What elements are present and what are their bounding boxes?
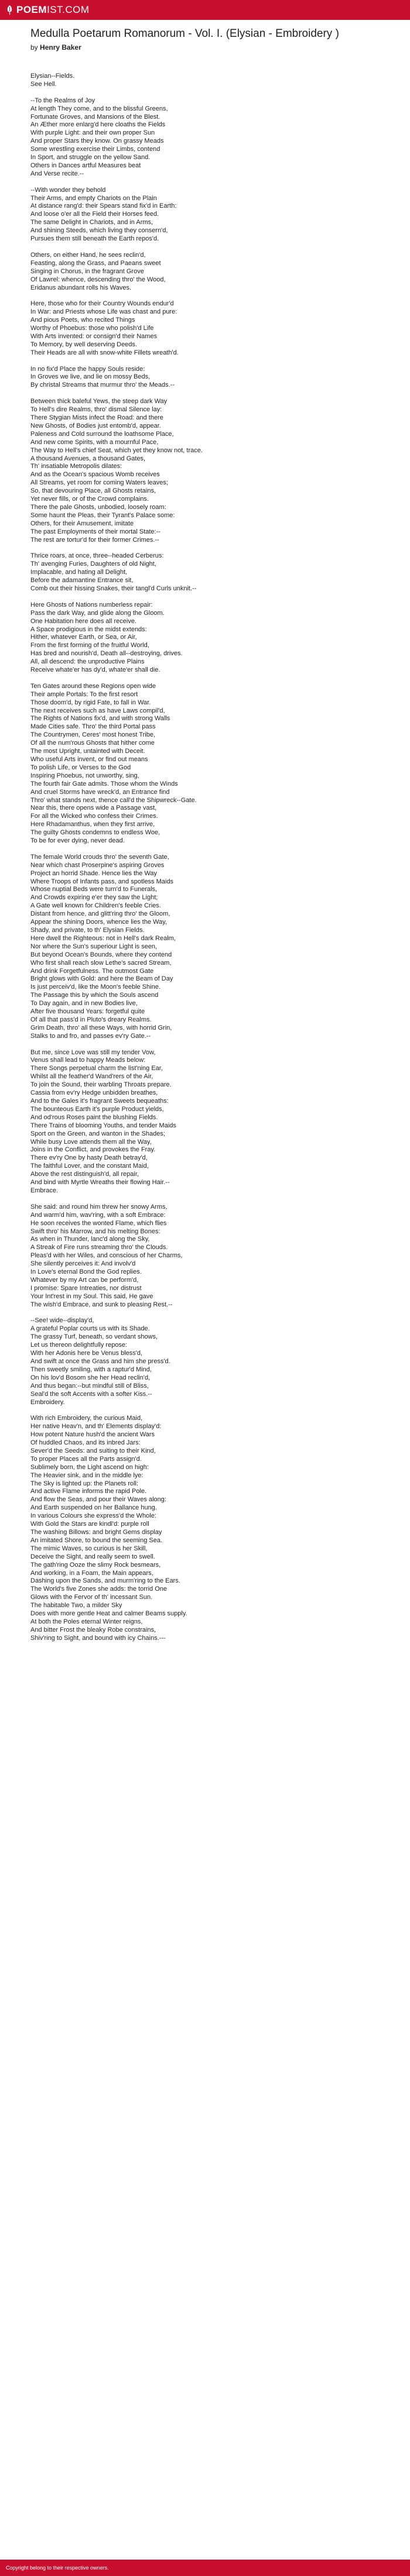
poem-line: Distant from hence, and glitt'ring thro' the Gloom, xyxy=(30,910,170,918)
poem-line: Thro' what stands next, thence call'd the Shipwreck--Gate. xyxy=(30,796,197,804)
poem-line: Where Troops of Infants pass, and spotless Maids xyxy=(30,878,173,885)
poem-line: Near this, there opens wide a Passage vast, xyxy=(30,804,157,812)
poem-stanza xyxy=(30,73,380,89)
poem-line: So, that devouring Place, all Ghosts retains, xyxy=(30,487,156,495)
poem-line: Thrice roars, at once, three--headed Cerberus: xyxy=(30,552,164,560)
quill-pen-icon xyxy=(6,5,13,15)
poem-line: The habitable Two, a milder Sky xyxy=(30,1602,122,1609)
poem-line: Implacable, and hating all Delight, xyxy=(30,569,128,576)
poem-stanza xyxy=(30,854,380,1041)
poem-stanza xyxy=(30,1415,380,1642)
poem-line: Near which chast Proserpine's aspiring Groves xyxy=(30,861,165,869)
poem-line: Of Lawrel: whence, descending thro' the Wood, xyxy=(30,276,166,283)
poem-line: In Groves we live, and lie on mossy Beds, xyxy=(30,373,151,381)
poem-line: From the first forming of the fruitful World, xyxy=(30,642,149,649)
poem-line: Seal'd the soft Accents with a softer Kiss.-- xyxy=(30,1390,152,1398)
site-footer xyxy=(0,2560,410,2576)
poem-line: And drink Forgetfulness. The outmost Gate xyxy=(30,967,154,975)
poem-line: Sport on the Green, and wanton in the Shades; xyxy=(30,1130,165,1137)
poem-line: For all the Wicked who confess their Crimes. xyxy=(30,813,158,820)
poem-line: The Rights of Nations fix'd, and with strong Walls xyxy=(30,715,170,723)
poem-line: But beyond Ocean's Bounds, where they contend xyxy=(30,951,172,958)
poem-line: Shiv'ring to Sight, and bound with icy Chains.--- xyxy=(30,1634,166,1642)
poem-line: A thousand Avenues, a thousand Gates, xyxy=(30,455,146,462)
poem-line: Whilst all the feather'd Wand'rers of the Air, xyxy=(30,1073,153,1081)
logo-text-bold: POEM xyxy=(16,4,47,15)
poem-line: Feasting, along the Grass, and Paeans sweet xyxy=(30,259,161,267)
poem-line: Pleas'd with her Wiles, and conscious of her Charms, xyxy=(30,1252,183,1260)
poem-line: Embrace. xyxy=(30,1186,59,1194)
poem-line: And Crowds expiring e'er they saw the Light; xyxy=(30,894,158,902)
poem-line: And bind with Myrtle Wreaths their flowing Hair.-- xyxy=(30,1179,170,1186)
poem-line: Their Heads are all with snow-white Fillets wreath'd. xyxy=(30,349,179,356)
poem-line: In Love's eternal Bond the God replies. xyxy=(30,1268,142,1276)
poem-line: Your Int'rest in my Soul. This said, He gave xyxy=(30,1292,153,1300)
poem-line: Ten Gates around these Regions open wide xyxy=(30,682,156,690)
poem-line: Pursues them still beneath the Earth repos'd. xyxy=(30,235,159,243)
poem-line: The faithful Lover, and the constant Maid, xyxy=(30,1163,149,1170)
poem-line: Comb out their hissing Snakes, their tangl'd Curls unknit.-- xyxy=(30,584,197,592)
poem-line: Sever'd the Seeds: and suiting to their Kind, xyxy=(30,1447,156,1454)
poem-line: To proper Places all the Parts assign'd. xyxy=(30,1455,142,1463)
poem-line: All Streams, yet room for coming Waters leaves; xyxy=(30,479,168,487)
poem-line: A Streak of Fire runs streaming thro' the Clouds. xyxy=(30,1244,168,1251)
poem-line: Of huddled Chaos, and its inbred Jars: xyxy=(30,1439,141,1447)
poem-line: In various Colours she express'd the Whole: xyxy=(30,1512,156,1520)
poem-line: Joins in the Conflict, and provokes the Fray. xyxy=(30,1146,156,1154)
author-link[interactable]: Henry Baker xyxy=(40,43,81,51)
poem-line: Let us thereon delightfully repose: xyxy=(30,1342,128,1349)
poem-line: At distance rang'd: their Spears stand fix'd in Earth: xyxy=(30,202,177,210)
poem-line: Hither, whatever Earth, or Sea, or Air, xyxy=(30,634,137,641)
poem-line: A Space prodigious in the midst extends: xyxy=(30,625,147,633)
poem-line: In no fix'd Place the happy Souls reside: xyxy=(30,365,145,373)
poem-line: Does with more gentle Heat and calmer Beams supply. xyxy=(30,1610,187,1618)
poem-line: The past Employments of their mortal State:-- xyxy=(30,528,160,535)
poem-line: Fortunate Groves, and Mansions of the Blest. xyxy=(30,113,160,121)
poem-line: And swift at once the Grass and him she press'd. xyxy=(30,1357,170,1365)
poem-line: The Heavier sink, and in the middle lye: xyxy=(30,1471,144,1479)
poem-line: And thus began:--but mindful still of Bliss, xyxy=(30,1382,149,1390)
poem-line: The next receives such as have Laws compil'd, xyxy=(30,707,165,714)
poem-line: Some wrestling exercise their Limbs, contend xyxy=(30,146,160,153)
poem-line: And cruel Storms have wreck'd, an Entrance find xyxy=(30,788,170,796)
poem-line: And new come Spirits, with a mournful Pace, xyxy=(30,438,159,446)
poem-line: Receive whate'er has dy'd, whate'er shall die. xyxy=(30,666,160,674)
poem-line: Sublimely born, the Light ascend on high: xyxy=(30,1463,149,1471)
poem-line: Appear the shining Doors, whence lies the Way, xyxy=(30,919,167,926)
poem-line: With Gold the Stars are kindl'd: purple roll xyxy=(30,1521,149,1528)
poem-line: As when in Thunder, lanc'd along the Sky, xyxy=(30,1236,150,1243)
poem-line: Others, for their Amusement, imitate xyxy=(30,520,134,527)
poem-line: I promise: Spare Intreaties, nor distrust xyxy=(30,1284,142,1292)
poem-line: In War: and Priests whose Life was chast and pure: xyxy=(30,308,177,316)
poem-line: There Songs perpetual charm the list'ning Ear, xyxy=(30,1065,163,1072)
poem-line: Singing in Chorus, in the fragrant Grove xyxy=(30,267,144,275)
poem-line: And loose o'er all the Field their Horses feed. xyxy=(30,211,159,218)
poem-line: --With wonder they behold xyxy=(30,186,106,194)
byline-prefix: by xyxy=(30,43,38,51)
poem-stanza xyxy=(30,1049,380,1195)
poem-line: One Habitation here does all receive. xyxy=(30,617,136,625)
poem-line: With her Adonis here be Venus bless'd, xyxy=(30,1350,143,1357)
poem-line: Pass the dark Way, and glide along the Gloom. xyxy=(30,609,165,617)
poem-line: With rich Embroidery, the curious Maid, xyxy=(30,1415,143,1422)
poem-line: The mimic Waves, so curious is her Skill, xyxy=(30,1545,148,1552)
copyright-text: Copyright belong to their respective owners. xyxy=(6,2565,109,2571)
poem-line: Venus shall lead to happy Meads below: xyxy=(30,1057,146,1064)
poem-line: Their Arms, and empty Chariots on the Plain xyxy=(30,194,157,202)
poem-stanza xyxy=(30,552,380,593)
poem-line: Deceive the Sight, and really seem to swell. xyxy=(30,1553,155,1560)
poem-line: After five thousand Years: forgetful quite xyxy=(30,1008,145,1016)
poem-line: And Verse recite.-- xyxy=(30,170,84,177)
poem-stanza xyxy=(30,683,380,845)
poem-line: Elysian--Fields. xyxy=(30,73,75,80)
poem-line: Between thick baleful Yews, the steep dark Way xyxy=(30,398,168,405)
poem-line: Grim Death, thro' all these Ways, with horrid Grin, xyxy=(30,1024,172,1031)
poem-line: There Trains of blooming Youths, and tender Maids xyxy=(30,1122,176,1129)
poem-line: He soon receives the wonted Flame, which flies xyxy=(30,1219,167,1227)
poem-line: Stalks to and fro, and passes ev'ry Gate.-- xyxy=(30,1032,151,1040)
poem-line: Their ample Portals: To the first resort xyxy=(30,690,138,698)
poem-line: There Stygian Mists infect the Road: and there xyxy=(30,414,163,421)
poem-line: Worthy of Phoebus: those who polish'd Life xyxy=(30,325,154,332)
poem-content xyxy=(0,20,410,1643)
poem-line: And od'rous Roses paint the blushing Fields. xyxy=(30,1113,158,1121)
poem-line: Paleness and Cold surround the loathsome Place, xyxy=(30,430,174,438)
poem-line: At length They come, and to the blissful Greens, xyxy=(30,105,168,112)
poem-line: Nor where the Sun's superiour Light is seen, xyxy=(30,943,158,950)
poem-line: Shady, and private, to th' Elysian Fields. xyxy=(30,927,145,934)
poem-line: Is just perceiv'd, like the Moon's feeble Shine. xyxy=(30,983,160,991)
poem-line: Whatever by my Art can be perform'd, xyxy=(30,1276,139,1284)
poem-line: And flow the Seas, and pour their Waves along: xyxy=(30,1496,166,1504)
poem-line: Th' insatiable Metropolis dilates: xyxy=(30,463,122,470)
poem-line: Here Rhadamanthus, when they first arrive, xyxy=(30,821,155,828)
poem-line: Others in Dances artful Measures beat xyxy=(30,161,141,169)
poem-stanza xyxy=(30,601,380,675)
poem-line: And as the Ocean's spacious Womb receives xyxy=(30,471,160,479)
poem-stanza xyxy=(30,97,380,178)
poem-line: Inspiring Phoebus, not unworthy, sing, xyxy=(30,772,139,779)
poem-line: Those doom'd, by rigid Fate, to fall in War. xyxy=(30,699,151,706)
poem-line: But me, since Love was still my tender Vow, xyxy=(30,1048,156,1056)
logo-text-light: IST.COM xyxy=(47,4,90,15)
poem-line: Swift thro' his Marrow, and his melting Bones: xyxy=(30,1227,160,1235)
poem-line: And proper Stars they know. On grassy Meads xyxy=(30,137,164,145)
poem-line: The Passage this by which the Souls ascend xyxy=(30,992,159,999)
poem-line: On his lov'd Bosom she her Head reclin'd, xyxy=(30,1374,151,1381)
poem-byline xyxy=(30,43,380,51)
poem-line: At both the Poles eternal Winter reigns, xyxy=(30,1618,143,1625)
poem-line: Others, on either Hand, he sees reclin'd, xyxy=(30,251,146,259)
poem-line: --To the Realms of Joy xyxy=(30,97,95,104)
poem-line: And Earth suspended on her Ballance hung. xyxy=(30,1504,157,1512)
poem-line: And warm'd him, wav'ring, with a soft Embrace: xyxy=(30,1211,166,1219)
poem-title: Medulla Poetarum Romanorum - Vol. I. (Elysian - Embroidery ) xyxy=(30,27,339,40)
poem-line: There ev'ry One by hasty Death betray'd, xyxy=(30,1154,148,1162)
poem-line: All, all descend: the unproductive Plains xyxy=(30,658,145,666)
poem-line: She silently perceives it: And involv'd xyxy=(30,1260,136,1268)
poem-line: And to the Gales it's fragrant Sweets bequeaths: xyxy=(30,1098,169,1105)
poem-line: Above the rest distinguish'd, all repair, xyxy=(30,1171,139,1178)
poem-line: Dashing upon the Sands, and murm'ring to the Ears. xyxy=(30,1577,180,1585)
poem-line: The Way to Hell's chief Seat, which yet they know not, trace. xyxy=(30,446,203,454)
poem-line: To Hell's dire Realms, thro' dismal Silence lay: xyxy=(30,406,162,414)
site-logo[interactable] xyxy=(6,4,90,16)
poem-line: With Arts invented: or consign'd their Names xyxy=(30,332,158,340)
poem-line: Yet never fills, or of the Crowd complains. xyxy=(30,496,149,503)
poem-line: Who first shall reach slow Lethe's sacred Stream, xyxy=(30,959,172,967)
poem-line: A Gate well known for Children's feeble Cries. xyxy=(30,902,161,910)
poem-line: Glows with the Fervor of th' incessant Sun. xyxy=(30,1594,153,1601)
poem-line: The wish'd Embrace, and sunk to pleasing Rest.-- xyxy=(30,1301,173,1308)
poem-line: Of all that pass'd in Pluto's dreary Realms. xyxy=(30,1016,152,1023)
poem-line: While busy Love attends them all the Way, xyxy=(30,1138,152,1146)
poem-line: By christal Streams that murmur thro' the Meads.-- xyxy=(30,381,175,389)
poem-line: Here Ghosts of Nations numberless repair: xyxy=(30,601,153,608)
poem-line: Here, those who for their Country Wounds endur'd xyxy=(30,300,174,308)
poem-line: The Countrymen, Ceres' most honest Tribe, xyxy=(30,731,156,739)
poem-stanza xyxy=(30,252,380,293)
poem-line: To Memory, by well deserving Deeds. xyxy=(30,341,137,348)
poem-line: To be for ever dying, never dead. xyxy=(30,837,125,845)
poem-line: And shining Steeds, which living they consern'd, xyxy=(30,227,168,235)
poem-stanza xyxy=(30,1317,380,1406)
poem-line: And pious Poets, who recited Things xyxy=(30,317,135,324)
poem-line: An imitated Shore, to bound the seeming Sea. xyxy=(30,1536,163,1544)
poem-line: The bounteous Earth it's purple Product yields, xyxy=(30,1105,164,1113)
poem-line: The guilty Ghosts condemns to endless Woe, xyxy=(30,829,160,837)
poem-line: Eridanus abundant rolls his Waves. xyxy=(30,284,132,291)
poem-line: The washing Billows: and bright Gems display xyxy=(30,1529,162,1536)
poem-line: Then sweetly smiling, with a raptur'd Mind, xyxy=(30,1366,152,1373)
poem-line: A grateful Poplar courts us with its Shade. xyxy=(30,1325,150,1333)
poem-line: Th' avenging Furies, Daughters of old Night, xyxy=(30,560,156,568)
poem-stanza xyxy=(30,366,380,390)
poem-line: To join the Sound, their warbling Throats prepare. xyxy=(30,1081,172,1089)
poem-line: Whose nuptial Beds were turn'd to Funerals, xyxy=(30,886,158,893)
poem-line: Of all the num'rous Ghosts that hither come xyxy=(30,740,155,747)
poem-line: To Day again, and in new Bodies live, xyxy=(30,1000,138,1007)
poem-line: The most Upright, untainted with Deceit. xyxy=(30,748,145,755)
poem-stanza xyxy=(30,187,380,243)
poem-line: There the pale Ghosts, unbodied, loosely roam: xyxy=(30,503,166,511)
poem-line: Bright glows with Gold: and here the Beam of Day xyxy=(30,975,173,983)
poem-line: Some haunt the Pleas, their Tyrant's Palace some: xyxy=(30,511,175,519)
poem-line: The World's five Zones she adds: the torrid One xyxy=(30,1586,168,1593)
poem-body xyxy=(30,73,380,1643)
poem-line: Cassia from ev'ry Hedge unbidden breathes, xyxy=(30,1089,158,1097)
poem-line: The female World crouds thro' the seventh Gate, xyxy=(30,853,169,861)
poem-line: With purple Light: and their own proper Sun xyxy=(30,129,155,137)
poem-line: See Hell. xyxy=(30,80,57,88)
poem-line: In Sport, and struggle on the yellow Sand. xyxy=(30,154,151,161)
poem-line: How potent Nature hush'd the ancient Wars xyxy=(30,1431,155,1439)
poem-line: And bitter Frost the bleaky Robe constrains, xyxy=(30,1626,156,1633)
poem-line: The Sky is lighted up: the Planets roll: xyxy=(30,1480,139,1487)
poem-line: To polish Life, or Verses to the God xyxy=(30,763,131,771)
poem-line: An Æther more enlarg'd here cloaths the Fields xyxy=(30,121,166,129)
poem-line: The rest are tortur'd for their former Crimes.-- xyxy=(30,536,159,544)
poem-stanza xyxy=(30,1203,380,1309)
poem-stanza xyxy=(30,300,380,357)
poem-line: Has bred and nourish'd, Death all--destroying, drives. xyxy=(30,650,183,658)
poem-line: Here dwell the Righteous: not in Hell's dark Realm, xyxy=(30,934,176,942)
poem-line: And working, in a Foam, the Main appears, xyxy=(30,1569,153,1577)
poem-line: The grassy Turf, beneath, so verdant shows, xyxy=(30,1333,158,1341)
poem-line: Project an horrid Shade. Hence lies the Way xyxy=(30,869,158,877)
poem-line: The same Delight in Chariots, and in Arms, xyxy=(30,219,153,226)
poem-line: Who useful Arts invent, or find out means xyxy=(30,755,148,763)
poem-line: Embroidery. xyxy=(30,1398,65,1406)
poem-line: Made Cities safe. Thro' the third Portal pass xyxy=(30,723,156,731)
poem-line: She said: and round him threw her snowy Arms, xyxy=(30,1203,168,1210)
poem-line: The fourth fair Gate admits. Those whom the Winds xyxy=(30,780,178,787)
poem-line: New Ghosts, of Bodies just entomb'd, appear. xyxy=(30,422,161,429)
poem-stanza xyxy=(30,398,380,544)
poem-line: Before the adamantine Entrance sit, xyxy=(30,577,134,584)
poem-line: And active Flame informs the rapid Pole. xyxy=(30,1488,147,1495)
site-header xyxy=(0,0,410,20)
poem-line: --See! wide--display'd, xyxy=(30,1317,94,1325)
poem-line: Her native Heav'n, and th' Elements display'd: xyxy=(30,1423,162,1430)
poem-line: The gath'ring Ooze the slimy Rock besmears, xyxy=(30,1561,161,1569)
